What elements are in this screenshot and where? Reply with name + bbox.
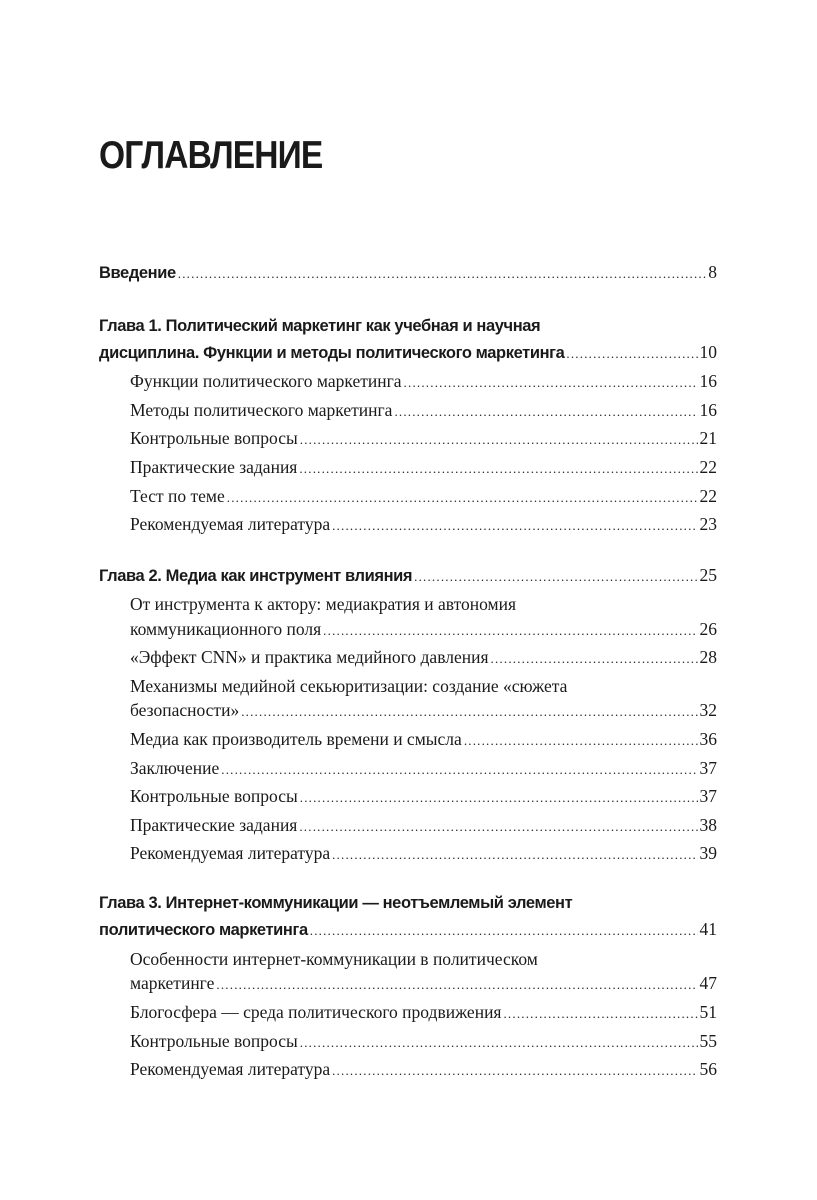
toc-entry-label: «Эффект CNN» и практика медийного давления (130, 647, 489, 667)
toc-entry-page: 32 (699, 700, 717, 720)
chapter-3-title-line1[interactable]: Глава 3. Интернет-коммуникации — неотъемлемый элемент (99, 894, 573, 912)
leader-dots (404, 370, 698, 396)
toc-entry-section[interactable] (130, 1028, 717, 1054)
toc-entry-section[interactable] (130, 425, 717, 451)
toc-entry-section[interactable] (130, 726, 717, 752)
leader-dots (332, 1058, 697, 1084)
leader-dots (241, 699, 697, 725)
toc-entry-page: 25 (699, 565, 717, 585)
chapter-1-title-line1[interactable]: Глава 1. Политический маркетинг как учебная и научная (99, 317, 541, 335)
toc-entry-section[interactable] (130, 368, 717, 394)
leader-dots (503, 1001, 697, 1027)
toc-entry-section-line1[interactable]: Особенности интернет-коммуникации в политическом (130, 949, 538, 969)
toc-entry-chapter-2[interactable] (99, 562, 717, 588)
leader-dots (394, 399, 697, 425)
toc-entry-section[interactable] (130, 783, 717, 809)
toc-entry-label: коммуникационного поля (130, 619, 322, 639)
toc-entry-page: 8 (708, 262, 717, 282)
leader-dots (300, 1030, 698, 1056)
leader-dots (178, 261, 706, 287)
toc-entry-label: Глава 2. Медиа как инструмент влияния (99, 567, 413, 585)
toc-entry-page: 55 (699, 1031, 717, 1051)
toc-entry-label: Функции политического маркетинга (130, 371, 402, 391)
leader-dots (300, 785, 698, 811)
leader-dots (221, 757, 697, 783)
toc-entry-section[interactable] (130, 1056, 717, 1082)
toc-entry-page: 37 (699, 758, 717, 778)
toc-entry-section[interactable] (130, 970, 717, 996)
toc-entry-page: 23 (699, 514, 717, 534)
toc-entry-section-line1[interactable]: Механизмы медийной секьюритизации: создание «сюжета (130, 676, 568, 696)
toc-entry-label: Контрольные вопросы (130, 428, 298, 448)
toc-entry-label: маркетинге (130, 973, 215, 993)
toc-entry-section[interactable] (130, 697, 717, 723)
toc-entry-label: политического маркетинга (99, 921, 308, 939)
toc-entry-introduction[interactable] (99, 259, 717, 285)
toc-entry-page: 10 (699, 342, 717, 362)
toc-entry-section[interactable] (130, 999, 717, 1025)
leader-dots (332, 842, 697, 868)
toc-entry-page: 36 (699, 729, 717, 749)
toc-entry-section[interactable] (130, 397, 717, 423)
toc-entry-page: 38 (699, 815, 717, 835)
toc-entry-label: Контрольные вопросы (130, 1031, 298, 1051)
leader-dots (566, 341, 697, 367)
toc-entry-label: Рекомендуемая литература (130, 1059, 331, 1079)
leader-dots (491, 646, 698, 672)
leader-dots (310, 918, 698, 944)
toc-entry-label: Медиа как производитель времени и смысла (130, 729, 462, 749)
toc-entry-section[interactable] (130, 840, 717, 866)
toc-entry-page: 47 (699, 973, 717, 993)
toc-entry-section[interactable] (130, 616, 717, 642)
page-title: ОГЛАВЛЕНИЕ (99, 134, 323, 177)
toc-entry-label: Практические задания (130, 815, 298, 835)
toc-entry-label: дисциплина. Функции и методы политического маркетинга (99, 344, 565, 362)
toc-entry-section[interactable] (130, 511, 717, 537)
toc-entry-label: Заключение (130, 758, 220, 778)
toc-entry-section[interactable] (130, 644, 717, 670)
toc-entry-label: Практические задания (130, 457, 298, 477)
toc-entry-label: Тест по теме (130, 486, 225, 506)
leader-dots (300, 427, 698, 453)
toc-entry-chapter-1[interactable] (99, 339, 717, 365)
toc-entry-section[interactable] (130, 755, 717, 781)
leader-dots (323, 618, 697, 644)
leader-dots (299, 456, 697, 482)
toc-entry-label: Методы политического маркетинга (130, 400, 393, 420)
toc-entry-page: 51 (699, 1002, 717, 1022)
toc-entry-chapter-3[interactable] (99, 916, 717, 942)
toc-entry-page: 26 (699, 619, 717, 639)
toc-entry-page: 28 (699, 647, 717, 667)
toc-entry-page: 16 (699, 400, 717, 420)
toc-entry-page: 22 (699, 457, 717, 477)
leader-dots (414, 564, 697, 590)
toc-entry-label: Рекомендуемая литература (130, 514, 331, 534)
toc-entry-section-line1[interactable]: От инструмента к актору: медиакратия и автономия (130, 594, 517, 614)
toc-entry-label: безопасности» (130, 700, 240, 720)
toc-entry-section[interactable] (130, 483, 717, 509)
toc-entry-section[interactable] (130, 812, 717, 838)
toc-entry-page: 41 (699, 919, 717, 939)
toc-entry-label: Блогосфера — среда политического продвижения (130, 1002, 502, 1022)
toc-entry-label: Введение (99, 264, 176, 282)
leader-dots (227, 485, 698, 511)
toc-entry-page: 39 (699, 843, 717, 863)
toc-entry-page: 56 (699, 1059, 717, 1079)
toc-entry-page: 21 (699, 428, 717, 448)
toc-entry-label: Контрольные вопросы (130, 786, 298, 806)
toc-entry-label: Рекомендуемая литература (130, 843, 331, 863)
toc-entry-page: 16 (699, 371, 717, 391)
leader-dots (216, 972, 697, 998)
toc-entry-section[interactable] (130, 454, 717, 480)
leader-dots (332, 513, 697, 539)
leader-dots (464, 728, 698, 754)
leader-dots (299, 814, 697, 840)
toc-entry-page: 37 (699, 786, 717, 806)
toc-entry-page: 22 (699, 486, 717, 506)
